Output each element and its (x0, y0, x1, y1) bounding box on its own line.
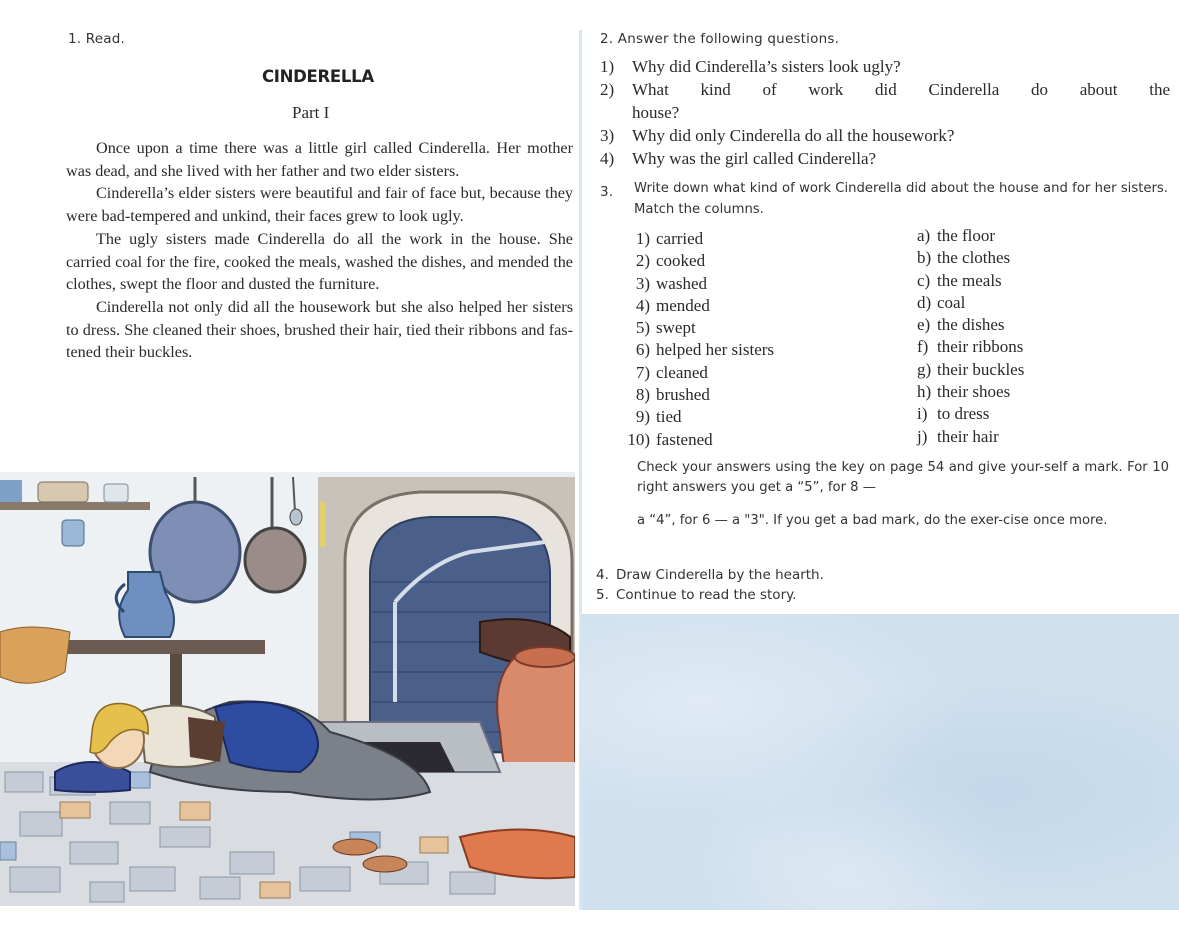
question-number: 1) (600, 57, 615, 76)
question-number: 4) (600, 149, 615, 168)
task-5-text: Continue to read the story. (616, 586, 797, 603)
story-paragraph: Cinderella’s elder sisters were beautiful and fair of face but, because they were bad-tempered and unkind, their faces grew to look ugly. (66, 184, 573, 226)
item-text: carried (656, 229, 704, 248)
item-letter: i) (917, 404, 928, 424)
match-item (917, 225, 1024, 247)
item-text: their ribbons (937, 337, 1024, 357)
item-text: their buckles (937, 359, 1025, 379)
match-item (917, 403, 1024, 425)
question-text: What kind of work did Cinderella do about the (632, 80, 1170, 99)
item-text: their shoes (937, 382, 1011, 402)
task-5-number: 5. (596, 586, 609, 603)
match-item (917, 426, 1024, 448)
item-text: washed (656, 273, 707, 293)
story-text (66, 137, 573, 364)
right-page (582, 0, 1179, 927)
check-answers-text-2: a “4”, for 6 — a "3". If you get a bad mark, do the exer-cise once more. (637, 513, 1108, 528)
item-text: swept (656, 318, 696, 338)
story-paragraph: Once upon a time there was a little girl called Cinderella. Her mother was dead, and she lived with her father and two elder sisters. (66, 139, 573, 180)
item-number: 3) (635, 273, 650, 293)
task-3-number: 3. (600, 184, 614, 200)
objects-column (917, 225, 1024, 448)
item-letter: c) (917, 270, 931, 290)
item-text: their hair (937, 426, 999, 446)
item-number: 2) (635, 251, 650, 271)
item-text: cooked (656, 251, 706, 271)
question-item (600, 147, 1170, 170)
story-subtitle: Part I (292, 103, 330, 122)
item-text: fastened (656, 429, 713, 449)
question-item (600, 101, 1170, 124)
item-letter: j) (917, 426, 928, 446)
item-letter: f) (917, 337, 929, 357)
question-item (600, 124, 1170, 147)
question-number: 2) (600, 80, 615, 99)
task-4-text: Draw Cinderella by the hearth. (616, 567, 824, 583)
item-text: the floor (937, 226, 996, 245)
question-item (600, 55, 1170, 78)
item-text: the clothes (937, 248, 1011, 268)
tasks-4-5 (596, 566, 824, 605)
match-item (917, 359, 1024, 381)
item-text: cleaned (656, 362, 708, 382)
item-text: the dishes (937, 315, 1005, 335)
match-item (917, 381, 1024, 403)
match-item (612, 250, 774, 272)
match-item (612, 228, 774, 250)
match-item (612, 295, 774, 317)
match-item (917, 314, 1024, 336)
task-5 (596, 586, 824, 606)
item-number: 8) (635, 385, 650, 405)
item-text: mended (656, 295, 710, 315)
item-number: 10) (627, 429, 650, 449)
item-number: 5) (635, 318, 650, 338)
story-title: CINDERELLA (262, 67, 374, 86)
match-item (612, 362, 774, 384)
task-3-instructions: Write down what kind of work Cinderella did about the house and for her sisters. Match the columns. (634, 181, 1168, 217)
question-text: Why did only Cinderella do all the housework? (632, 126, 955, 145)
blank-note-panel (582, 614, 1179, 910)
item-text: brushed (656, 385, 710, 405)
match-item (917, 247, 1024, 269)
question-list (600, 55, 1170, 170)
question-number: 3) (600, 126, 615, 145)
task-2-heading: 2. Answer the following questions. (600, 31, 840, 47)
item-text: the meals (937, 270, 1002, 290)
item-letter: b) (917, 248, 932, 268)
match-item (917, 336, 1024, 358)
item-letter: d) (917, 292, 932, 312)
item-number: 9) (635, 407, 650, 427)
question-text: Why did Cinderella’s sisters look ugly? (632, 57, 901, 76)
item-letter: h) (917, 382, 932, 402)
item-letter: g) (917, 359, 932, 379)
item-text: tied (656, 407, 682, 427)
task-4 (596, 566, 824, 586)
item-letter: a) (917, 226, 931, 245)
match-item (917, 270, 1024, 292)
match-item (612, 429, 774, 451)
match-item (612, 406, 774, 428)
match-item (612, 384, 774, 406)
match-item (612, 273, 774, 295)
match-item (612, 317, 774, 339)
question-text-continued: house? (632, 103, 680, 122)
item-text: to dress (937, 404, 990, 424)
task-1-heading: 1. Read. (68, 31, 125, 47)
cinderella-by-hearth-illustration (0, 472, 575, 906)
match-item (917, 292, 1024, 314)
item-number: 1) (635, 229, 650, 248)
item-letter: e) (917, 315, 931, 335)
item-number: 4) (635, 295, 650, 315)
match-item (612, 339, 774, 361)
question-text: Why was the girl called Cinderella? (632, 149, 877, 168)
item-text: helped her sisters (656, 340, 775, 360)
left-page (0, 0, 580, 927)
check-answers-text: Check your answers using the key on page 54 and give your-self a mark. For 10 right answers you get a “5”, for 8 — (637, 460, 1169, 495)
item-number: 7) (635, 362, 650, 382)
story-paragraph: The ugly sisters made Cinderella do all the work in the house. She carried coal for the fire, cooked the meals, washed the dishes, and mended the clothes, swept the floor and dusted the furniture. (66, 229, 573, 294)
verbs-column (612, 228, 774, 451)
task-4-number: 4. (596, 567, 609, 583)
story-paragraph: Cinderella not only did all the housework but she also helped her sisters to dress. She cleaned their shoes, brushed their hair, tied their ribbons and fas-tened their buckles. (66, 297, 573, 362)
item-text: coal (937, 292, 966, 312)
item-number: 6) (635, 340, 650, 360)
question-item (600, 78, 1170, 101)
